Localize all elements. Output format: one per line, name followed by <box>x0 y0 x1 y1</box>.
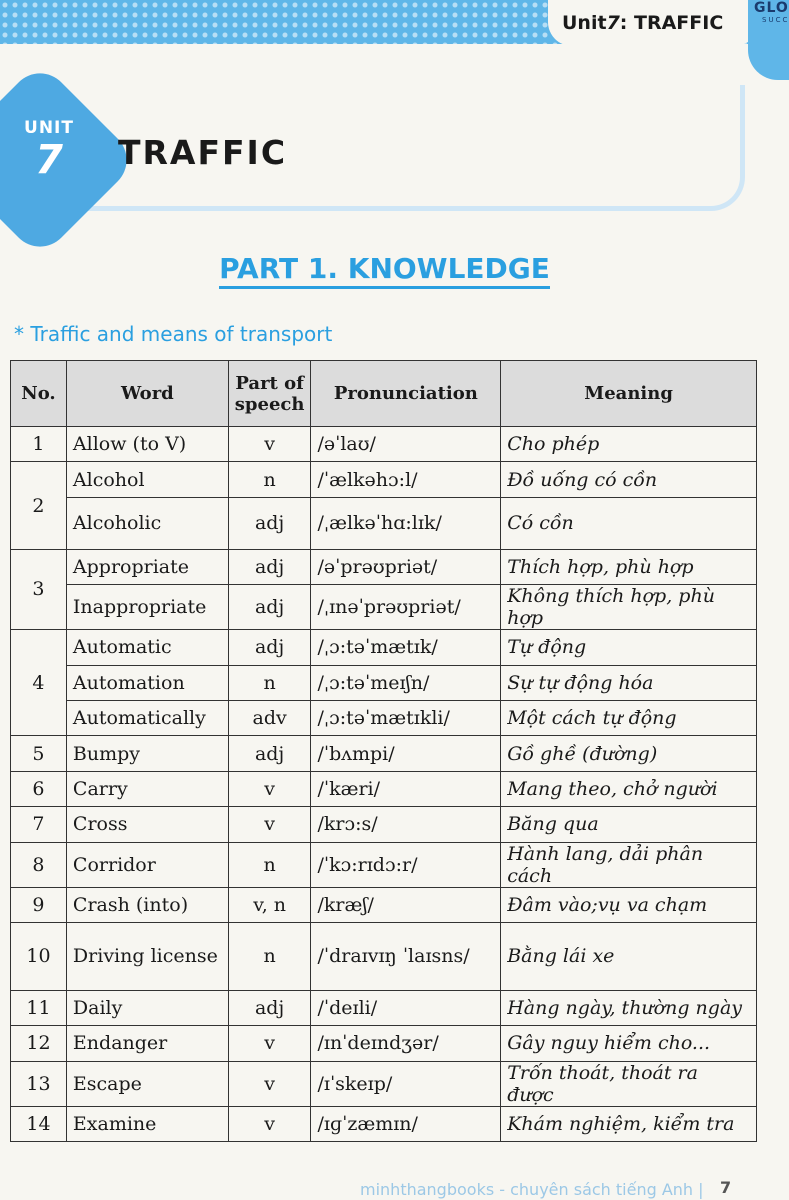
cell-meaning: Tự động <box>501 630 757 665</box>
logo-text: GLO <box>754 0 789 16</box>
cell-part-of-speech: n <box>228 462 311 497</box>
cell-pronunciation: /ˌɪnəˈprəʊpriət/ <box>311 585 501 630</box>
table-row <box>11 585 757 630</box>
cell-no: 1 <box>11 427 67 462</box>
cell-word: Endanger <box>66 1026 228 1061</box>
cell-no: 8 <box>11 842 67 887</box>
cell-no: 14 <box>11 1106 67 1141</box>
cell-word: Driving license <box>66 922 228 990</box>
cell-meaning: Băng qua <box>501 807 757 842</box>
cell-meaning: Bằng lái xe <box>501 922 757 990</box>
cell-word: Alcohol <box>66 462 228 497</box>
cell-meaning: Hành lang, dải phân cách <box>501 842 757 887</box>
cell-word: Cross <box>66 807 228 842</box>
cell-no: 11 <box>11 990 67 1025</box>
cell-pronunciation: /kræʃ/ <box>311 887 501 922</box>
running-header-prefix: Unit <box>562 12 607 34</box>
cell-pronunciation: /ˌɔ:təˈmætɪkli/ <box>311 700 501 735</box>
cell-word: Appropriate <box>66 549 228 584</box>
cell-meaning: Thích hợp, phù hợp <box>501 549 757 584</box>
cell-pronunciation: /ˈdraɪvɪŋ ˈlaɪsns/ <box>311 922 501 990</box>
cell-pronunciation: /əˈlaʊ/ <box>311 427 501 462</box>
cell-meaning: Hàng ngày, thường ngày <box>501 990 757 1025</box>
cell-pronunciation: /ˌælkəˈhɑ:lɪk/ <box>311 497 501 549</box>
table-row <box>11 736 757 771</box>
part-title-text: PART 1. KNOWLEDGE <box>219 252 550 289</box>
cell-pronunciation: /ɪˈskeɪp/ <box>311 1061 501 1106</box>
cell-part-of-speech: adj <box>228 549 311 584</box>
header-word: Word <box>66 361 228 427</box>
vocabulary-table <box>10 360 757 1142</box>
cell-pronunciation: /ˈdeɪli/ <box>311 990 501 1025</box>
cell-no: 7 <box>11 807 67 842</box>
publisher-logo <box>748 0 789 80</box>
cell-pronunciation: /ˌɔ:təˈmætɪk/ <box>311 630 501 665</box>
table-row <box>11 1106 757 1141</box>
cell-word: Daily <box>66 990 228 1025</box>
cell-part-of-speech: n <box>228 665 311 700</box>
cell-word: Escape <box>66 1061 228 1106</box>
cell-word: Carry <box>66 771 228 806</box>
cell-word: Inappropriate <box>66 585 228 630</box>
cell-part-of-speech: adj <box>228 736 311 771</box>
cell-part-of-speech: v <box>228 1106 311 1141</box>
table-header-row <box>11 361 757 427</box>
table-row <box>11 771 757 806</box>
cell-meaning: Một cách tự động <box>501 700 757 735</box>
cell-part-of-speech: v <box>228 427 311 462</box>
unit-title: TRAFFIC <box>118 133 288 172</box>
table-row <box>11 922 757 990</box>
cell-word: Corridor <box>66 842 228 887</box>
cell-meaning: Trốn thoát, thoát ra được <box>501 1061 757 1106</box>
cell-word: Bumpy <box>66 736 228 771</box>
table-row <box>11 665 757 700</box>
header-no: No. <box>11 361 67 427</box>
cell-no: 3 <box>11 549 67 629</box>
cell-no: 6 <box>11 771 67 806</box>
table-row <box>11 842 757 887</box>
cell-pronunciation: /ˌɔ:təˈmeɪʃn/ <box>311 665 501 700</box>
table-row <box>11 1061 757 1106</box>
cell-meaning: Sự tự động hóa <box>501 665 757 700</box>
cell-part-of-speech: v <box>228 1026 311 1061</box>
cell-meaning: Đâm vào;vụ va chạm <box>501 887 757 922</box>
cell-part-of-speech: adj <box>228 630 311 665</box>
unit-badge-label <box>10 118 88 182</box>
table-row <box>11 630 757 665</box>
footer-text: minhthangbooks - chuyên sách tiếng Anh | <box>360 1180 704 1199</box>
cell-meaning: Có cồn <box>501 497 757 549</box>
cell-pronunciation: /ˈælkəhɔ:l/ <box>311 462 501 497</box>
table-row <box>11 887 757 922</box>
header-pronunciation: Pronunciation <box>311 361 501 427</box>
table-row <box>11 807 757 842</box>
cell-meaning: Mang theo, chở người <box>501 771 757 806</box>
cell-part-of-speech: v <box>228 1061 311 1106</box>
cell-part-of-speech: adj <box>228 497 311 549</box>
cell-word: Automation <box>66 665 228 700</box>
cell-no: 10 <box>11 922 67 990</box>
table-row <box>11 462 757 497</box>
table-row <box>11 497 757 549</box>
cell-meaning: Đồ uống có cồn <box>501 462 757 497</box>
cell-part-of-speech: v, n <box>228 887 311 922</box>
part-title <box>0 252 769 285</box>
cell-meaning: Không thích hợp, phù hợp <box>501 585 757 630</box>
logo-subtext: SUCC <box>762 16 789 24</box>
cell-word: Crash (into) <box>66 887 228 922</box>
cell-part-of-speech: adj <box>228 585 311 630</box>
cell-part-of-speech: v <box>228 807 311 842</box>
cell-pronunciation: /ˈkɔ:rɪdɔ:r/ <box>311 842 501 887</box>
cell-no: 4 <box>11 630 67 736</box>
table-row <box>11 700 757 735</box>
cell-pronunciation: /krɔ:s/ <box>311 807 501 842</box>
cell-part-of-speech: v <box>228 771 311 806</box>
cell-word: Alcoholic <box>66 497 228 549</box>
cell-no: 12 <box>11 1026 67 1061</box>
cell-pronunciation: /ɪnˈdeɪndʒər/ <box>311 1026 501 1061</box>
unit-badge-word: UNIT <box>24 118 74 138</box>
cell-word: Automatic <box>66 630 228 665</box>
cell-word: Allow (to V) <box>66 427 228 462</box>
table-body <box>11 427 757 1142</box>
cell-meaning: Cho phép <box>501 427 757 462</box>
cell-part-of-speech: n <box>228 922 311 990</box>
cell-pronunciation: /ɪɡˈzæmɪn/ <box>311 1106 501 1141</box>
cell-part-of-speech: adj <box>228 990 311 1025</box>
cell-part-of-speech: n <box>228 842 311 887</box>
cell-no: 13 <box>11 1061 67 1106</box>
running-header-title: : TRAFFIC <box>619 12 724 34</box>
cell-no: 9 <box>11 887 67 922</box>
unit-badge-number: 7 <box>35 137 63 183</box>
cell-no: 2 <box>11 462 67 549</box>
cell-no: 5 <box>11 736 67 771</box>
running-header-number: 7 <box>606 12 620 34</box>
table-row <box>11 549 757 584</box>
cell-meaning: Gồ ghề (đường) <box>501 736 757 771</box>
cell-pronunciation: /ˈbʌmpi/ <box>311 736 501 771</box>
table-row <box>11 990 757 1025</box>
table-row <box>11 427 757 462</box>
cell-meaning: Gây nguy hiểm cho... <box>501 1026 757 1061</box>
cell-part-of-speech: adv <box>228 700 311 735</box>
cell-pronunciation: /ˈkæri/ <box>311 771 501 806</box>
header-meaning: Meaning <box>501 361 757 427</box>
table-row <box>11 1026 757 1061</box>
running-header <box>548 0 763 46</box>
cell-meaning: Khám nghiệm, kiểm tra <box>501 1106 757 1141</box>
page-number: 7 <box>720 1178 732 1197</box>
header-part-of-speech: Part of speech <box>228 361 311 427</box>
cell-pronunciation: /əˈprəʊpriət/ <box>311 549 501 584</box>
cell-word: Examine <box>66 1106 228 1141</box>
section-title: * Traffic and means of transport <box>14 322 333 346</box>
cell-word: Automatically <box>66 700 228 735</box>
